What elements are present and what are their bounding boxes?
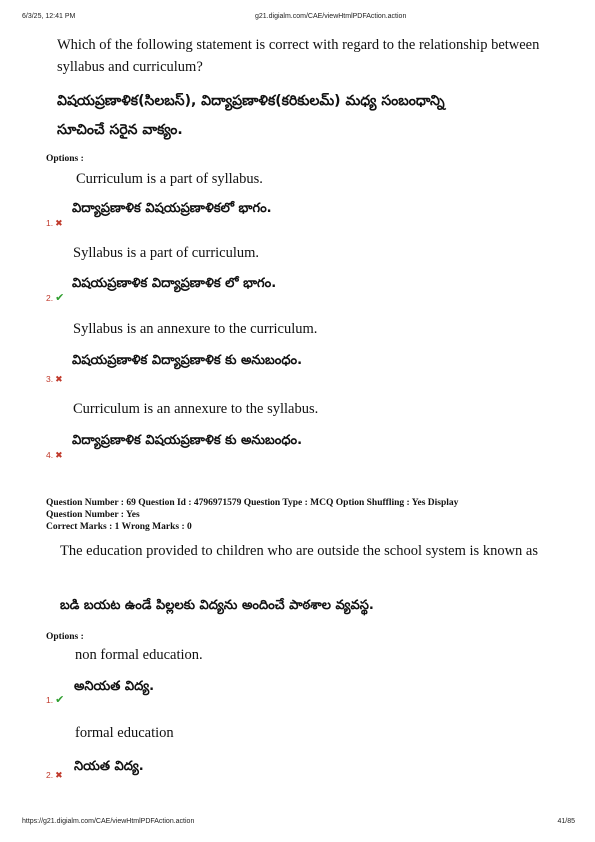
option-number: 3. ✖ [46,374,63,384]
marks-info: Correct Marks : 1 Wrong Marks : 0 [46,522,192,532]
option-text-en: non formal education. [75,647,203,663]
option-number: 1. ✖ [46,218,63,228]
option-text-te: విద్యాప్రణాళిక విషయప్రణాళికలో భాగం. [72,201,272,216]
options-label: Options : [46,632,84,642]
question-text-te-line2: సూచించే సరైన వాక్యం. [57,122,183,138]
page-url: g21.digialm.com/CAE/viewHtmlPDFAction.action [255,13,407,20]
page-header [0,13,595,27]
question-text-en: The education provided to children who are outside the school system is known as [60,543,538,559]
footer-url: https://g21.digialm.com/CAE/viewHtmlPDFAction.action [22,818,195,825]
option-text-en: Syllabus is an annexure to the curriculum. [73,321,318,337]
page-footer [0,818,595,832]
question-text-te: బడి బయట ఉండే పిల్లలకు విద్యను అందించే పాఠశాల వ్యవస్థ. [60,598,374,613]
correct-check-icon: ✔ [55,292,65,304]
option-text-te: విద్యాప్రణాళిక విషయప్రణాళిక కు అనుబంధం. [72,433,303,448]
option-text-en: formal education [75,725,174,741]
option-number: 2. ✔ [46,292,65,304]
option-text-te: విషయప్రణాళిక విద్యాప్రణాళిక కు అనుబంధం. [72,353,303,368]
wrong-mark-icon: ✖ [55,770,63,780]
option-text-en: Curriculum is an annexure to the syllabus. [73,401,319,417]
option-text-te: నియత విద్య. [74,759,144,774]
wrong-mark-icon: ✖ [55,450,63,460]
question-text-te-line1: విషయప్రణాళిక(సిలబస్), విద్యాప్రణాళిక(కరికులమ్) మధ్య సంబంధాన్ని [57,93,445,109]
page-number: 41/85 [557,818,575,825]
option-text-en: Curriculum is a part of syllabus. [76,171,263,187]
option-text-te: అనియత విద్య. [74,679,155,694]
option-text-en: Syllabus is a part of curriculum. [73,245,260,261]
option-number: 2. ✖ [46,770,63,780]
question-text-en: Which of the following statement is correct with regard to the relationship between syllabus and curriculum? [57,37,540,75]
option-text-te: విషయప్రణాళిక విద్యాప్రణాళిక లో భాగం. [72,276,277,291]
correct-check-icon: ✔ [55,694,65,706]
question-meta-line2: Question Number : Yes [46,510,140,520]
wrong-mark-icon: ✖ [55,374,63,384]
option-number: 4. ✖ [46,450,63,460]
option-number: 1. ✔ [46,694,65,706]
question-meta-line1: Question Number : 69 Question Id : 4796971579 Question Type : MCQ Option Shuffling : Yes Display [46,498,459,508]
print-datetime: 6/3/25, 12:41 PM [22,13,76,20]
wrong-mark-icon: ✖ [55,218,63,228]
options-label: Options : [46,154,84,164]
